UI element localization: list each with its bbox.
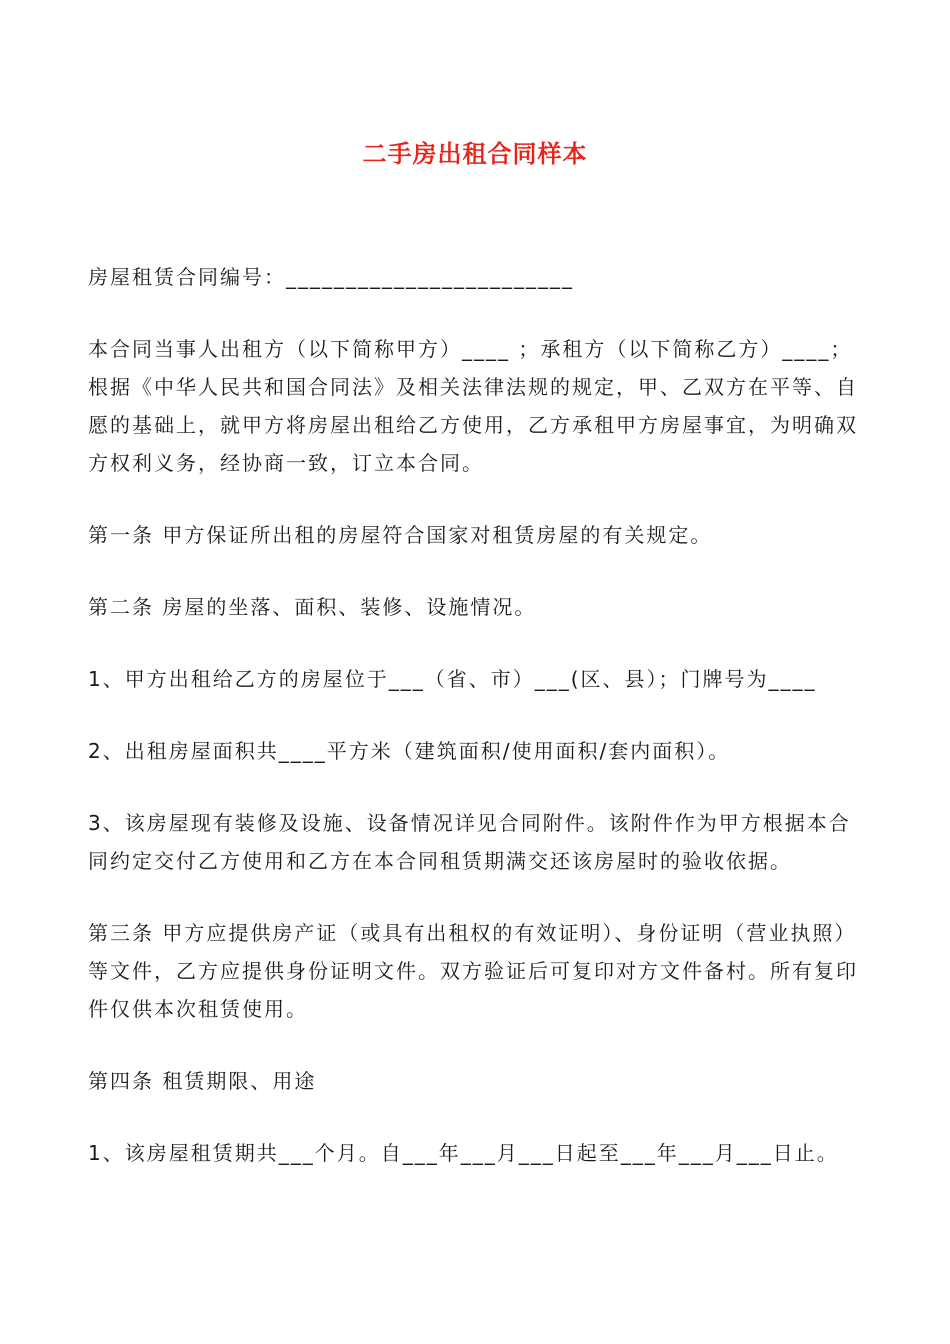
article-2-heading: 第二条 房屋的坐落、面积、装修、设施情况。 [88, 595, 537, 619]
article-2-item-1: 1、甲方出租给乙方的房屋位于___（省、市）___(区、县）；门牌号为____ [88, 667, 817, 691]
contract-number-line: 房屋租赁合同编号：________________________ [88, 265, 574, 289]
article-4-item-1: 1、该房屋租赁期共___个月。自___年___月___日起至___年___月___日止。 [88, 1141, 839, 1165]
article-3: 第三条 甲方应提供房产证（或具有出租权的有效证明）、身份证明（营业执照）等文件，乙方应提供身份证明文件。双方验证后可复印对方文件备村。所有复印件仅供本次租赁使用。 [88, 921, 858, 1021]
document-title: 二手房出租合同样本 [362, 140, 588, 168]
article-4-heading: 第四条 租赁期限、用途 [88, 1069, 317, 1093]
article-2-item-2: 2、出租房屋面积共____平方米（建筑面积/使用面积/套内面积）。 [88, 739, 731, 763]
article-1: 第一条 甲方保证所出租的房屋符合国家对租赁房屋的有关规定。 [88, 523, 713, 547]
preamble-paragraph: 本合同当事人出租方（以下简称甲方）____ ；承租方（以下简称乙方）____；根据《中华人民共和国合同法》及相关法律法规的规定，甲、乙双方在平等、自愿的基础上，就甲方将房屋出租给乙方使用，乙方承租甲方房屋事宜，为明确双方权利义务，经协商一致，订立本合同。 [88, 337, 858, 475]
article-2-item-3: 3、该房屋现有装修及设施、设备情况详见合同附件。该附件作为甲方根据本合同约定交付乙方使用和乙方在本合同租赁期满交还该房屋时的验收依据。 [88, 811, 851, 873]
document-body [88, 258, 868, 1206]
